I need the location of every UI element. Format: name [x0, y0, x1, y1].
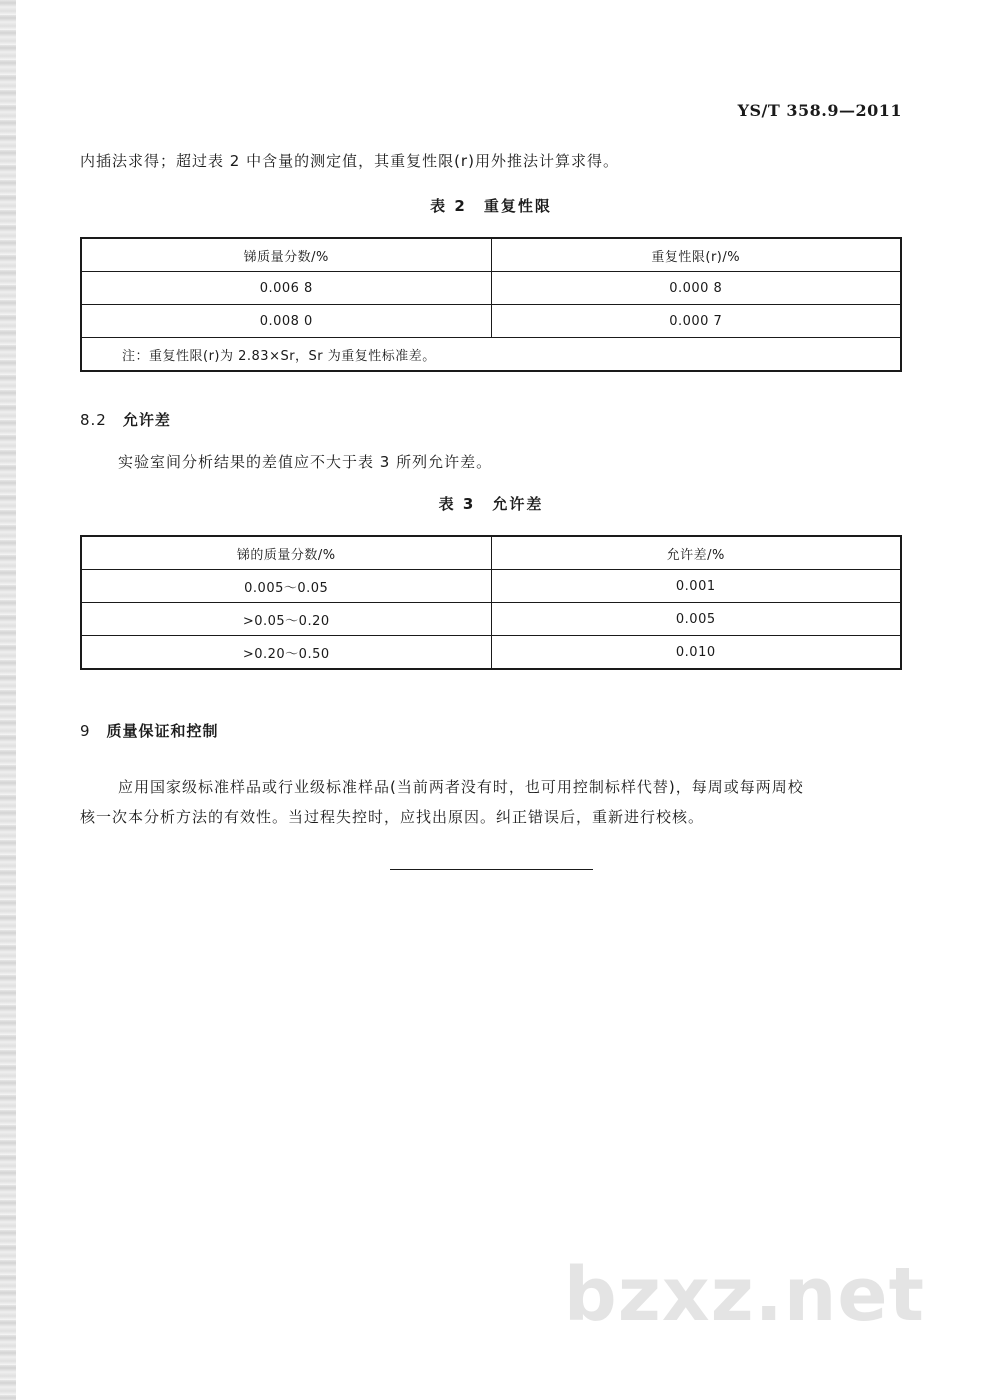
document-id: YS/T 358.9—2011 — [737, 101, 902, 120]
table2-note: 注：重复性限(r)为 2.83×Sr，Sr 为重复性标准差。 — [81, 338, 901, 372]
table-row — [81, 305, 901, 338]
section-9-heading — [80, 720, 219, 741]
table3-title: 表 3 允许差 — [438, 495, 544, 513]
section-9-text-line1: 应用国家级标准样品或行业级标准样品(当前两者没有时，也可用控制标样代替)，每周或每两周校 — [118, 778, 804, 796]
table3-cell: 0.005 — [491, 603, 901, 636]
end-rule — [390, 869, 593, 870]
section-number: 9 — [80, 722, 91, 740]
section-title: 质量保证和控制 — [106, 722, 219, 740]
table3-cell: 0.005～0.05 — [81, 570, 491, 603]
table2-cell: 0.000 8 — [491, 272, 901, 305]
table2-title: 表 2 重复性限 — [430, 197, 552, 215]
scan-edge-artifact — [0, 0, 16, 1400]
table-row — [81, 636, 901, 670]
table2-cell: 0.000 7 — [491, 305, 901, 338]
table3-cell: 0.010 — [491, 636, 901, 670]
table2-cell: 0.008 0 — [81, 305, 491, 338]
table3-header-cell: 锑的质量分数/% — [81, 536, 491, 570]
table-row — [81, 570, 901, 603]
table3-cell: >0.05～0.20 — [81, 603, 491, 636]
table2-header-row — [81, 238, 901, 272]
table3-cell: >0.20～0.50 — [81, 636, 491, 670]
table2-note-row — [81, 338, 901, 372]
section-title: 允许差 — [122, 411, 171, 429]
table3 — [80, 535, 902, 670]
table2-header-cell: 锑质量分数/% — [81, 238, 491, 272]
table3-header-row — [81, 536, 901, 570]
table3-cell: 0.001 — [491, 570, 901, 603]
section-9-text-line2: 核一次本分析方法的有效性。当过程失控时，应找出原因。纠正错误后，重新进行校核。 — [80, 808, 705, 826]
table2-cell: 0.006 8 — [81, 272, 491, 305]
section-number: 8.2 — [80, 411, 107, 429]
intro-paragraph: 内插法求得；超过表 2 中含量的测定值，其重复性限(r)用外推法计算求得。 — [80, 152, 619, 170]
table2-header-cell: 重复性限(r)/% — [491, 238, 901, 272]
table-row — [81, 603, 901, 636]
table-row — [81, 272, 901, 305]
section-8-2-text: 实验室间分析结果的差值应不大于表 3 所列允许差。 — [118, 453, 493, 471]
section-8-2-heading — [80, 409, 171, 430]
table3-header-cell: 允许差/% — [491, 536, 901, 570]
watermark: bzxz.net — [563, 1252, 925, 1338]
table2 — [80, 237, 902, 372]
